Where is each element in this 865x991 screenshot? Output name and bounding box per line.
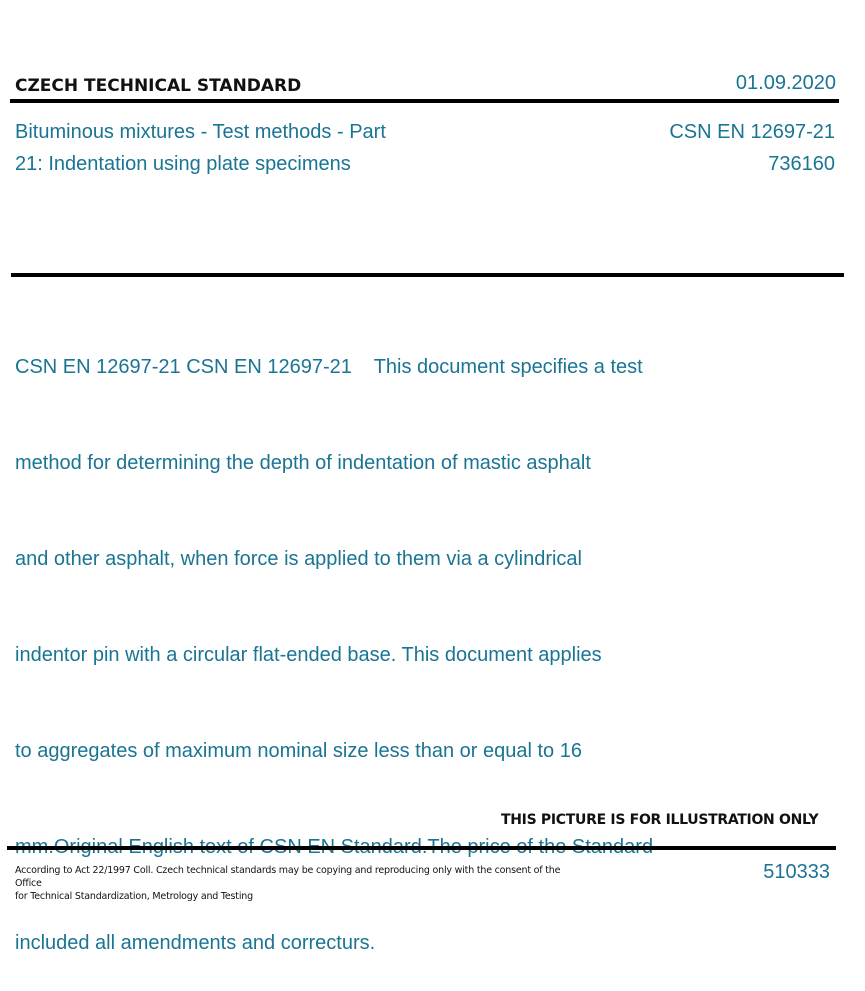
footer-divider bbox=[7, 846, 836, 850]
classification-code: 736160 bbox=[768, 153, 835, 175]
header-divider bbox=[10, 99, 839, 103]
title-divider bbox=[11, 273, 844, 277]
publication-date: 01.09.2020 bbox=[735, 72, 836, 94]
abstract-line: CSN EN 12697-21 CSN EN 12697-21 This document specifies a test bbox=[15, 356, 643, 378]
abstract-line: method for determining the depth of indentation of mastic asphalt bbox=[15, 452, 591, 474]
standard-title-line-1: Bituminous mixtures - Test methods - Part bbox=[15, 121, 386, 143]
standard-title bbox=[15, 116, 435, 180]
catalog-number: 510333 bbox=[763, 861, 830, 883]
abstract-line: and other asphalt, when force is applied to them via a cylindrical bbox=[15, 548, 582, 570]
standard-code: CSN EN 12697-21 bbox=[669, 121, 835, 143]
illustration-notice: THIS PICTURE IS FOR ILLUSTRATION ONLY bbox=[501, 812, 819, 828]
legal-notice bbox=[15, 864, 585, 903]
abstract-line: included all amendments and correcturs. bbox=[15, 932, 376, 954]
document-type-heading: CZECH TECHNICAL STANDARD bbox=[15, 76, 302, 96]
standard-title-line-2: 21: Indentation using plate specimens bbox=[15, 153, 351, 175]
abstract-line: to aggregates of maximum nominal size less than or equal to 16 bbox=[15, 740, 582, 762]
legal-notice-line-2: for Technical Standardization, Metrology and Testing bbox=[15, 891, 253, 902]
legal-notice-line-1: According to Act 22/1997 Coll. Czech technical standards may be copying and reproducing only with the consent of the Office bbox=[15, 865, 561, 889]
abstract-line: indentor pin with a circular flat-ended base. This document applies bbox=[15, 644, 602, 666]
